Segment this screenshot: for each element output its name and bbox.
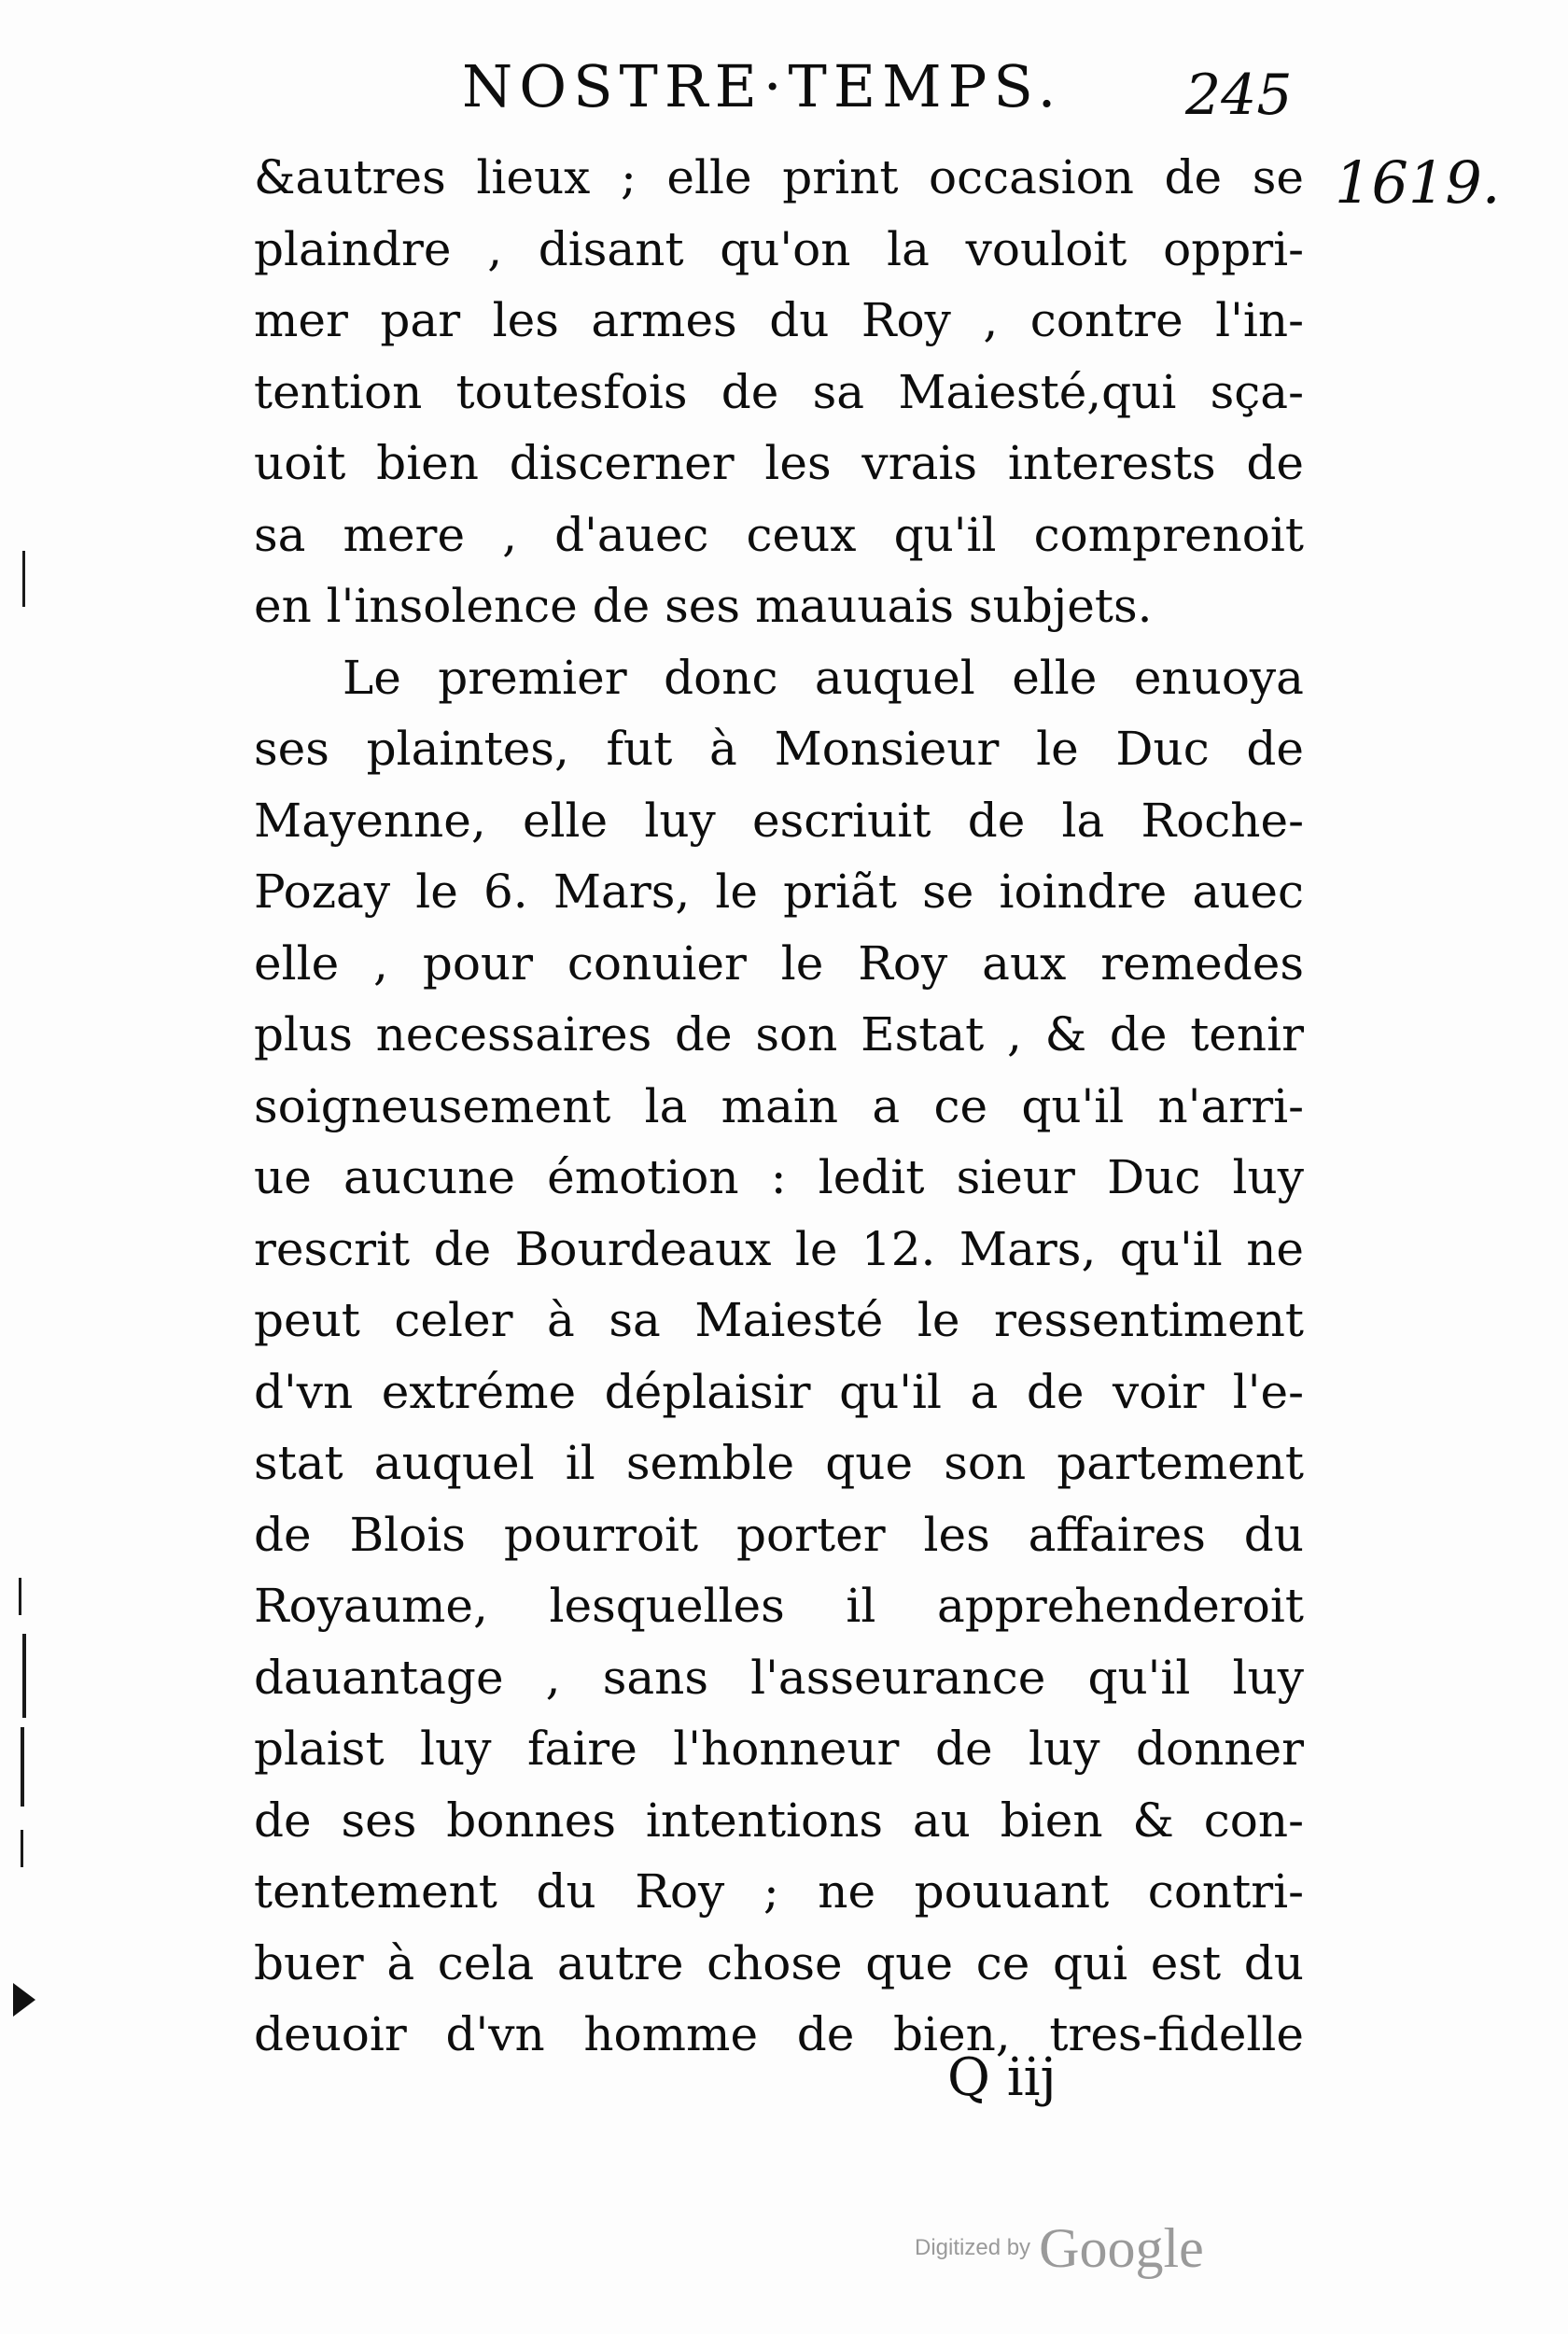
text-line: dauantage , sans l'asseurance qu'il luy bbox=[254, 1650, 1304, 1705]
page-number: 245 bbox=[1185, 63, 1293, 128]
margin-mark bbox=[22, 1634, 26, 1718]
margin-mark bbox=[19, 1578, 21, 1615]
text-line: peut celer à sa Maiesté le ressentiment bbox=[254, 1293, 1304, 1347]
text-line: plaist luy faire l'honneur de luy donner bbox=[254, 1722, 1304, 1776]
margin-year-note: 1619. bbox=[1335, 148, 1501, 217]
text-line: tention toutesfois de sa Maiesté,qui sça- bbox=[254, 364, 1304, 419]
text-line: elle , pour conuier le Roy aux remedes bbox=[254, 935, 1304, 991]
text-line: soigneusement la main a ce qu'il n'arri- bbox=[254, 1078, 1304, 1133]
text-line: de Blois pourroit porter les affaires du bbox=[254, 1507, 1304, 1562]
text-line: &autres lieux ; elle print occasion de se bbox=[254, 150, 1304, 204]
text-line: sa mere , d'auec ceux qu'il comprenoit bbox=[254, 507, 1304, 562]
text-line: stat auquel il semble que son partement bbox=[254, 1436, 1304, 1490]
text-line: Pozay le 6. Mars, le priãt se ioindre auec bbox=[254, 865, 1304, 919]
running-title: NOSTRE·TEMPS. bbox=[462, 52, 1063, 120]
margin-pointer-icon bbox=[13, 1983, 35, 2017]
text-line: de ses bonnes intentions au bien & con- bbox=[254, 1793, 1304, 1848]
text-line: deuoir d'vn homme de bien, tres-fidelle bbox=[254, 2007, 1304, 2061]
text-line: en l'insolence de ses mauuais subjets. bbox=[254, 579, 1153, 633]
text-line: tentement du Roy ; ne pouuant contri- bbox=[254, 1864, 1304, 1919]
text-line: rescrit de Bourdeaux le 12. Mars, qu'il ne bbox=[254, 1221, 1304, 1276]
text-line: plaindre , disant qu'on la vouloit oppri- bbox=[254, 221, 1304, 276]
text-line: mer par les armes du Roy , contre l'in- bbox=[254, 293, 1304, 347]
text-line: ses plaintes, fut à Monsieur le Duc de bbox=[254, 722, 1304, 776]
text-line: plus necessaires de son Estat , & de tenir bbox=[254, 1007, 1304, 1062]
signature-mark: Q iij bbox=[947, 2047, 1057, 2108]
paragraph-start-line: Le premier donc auquel elle enuoya bbox=[343, 650, 1304, 705]
google-wordmark: Google bbox=[1039, 2217, 1204, 2279]
text-line: buer à cela autre chose que ce qui est du bbox=[254, 1935, 1304, 1990]
text-line: uoit bien discerner les vrais interests de bbox=[254, 436, 1304, 490]
text-line: d'vn extréme déplaisir qu'il a de voir l'e- bbox=[254, 1364, 1304, 1419]
margin-mark bbox=[21, 1727, 24, 1807]
digitized-watermark bbox=[915, 2217, 1204, 2279]
text-line: ue aucune émotion : ledit sieur Duc luy bbox=[254, 1150, 1304, 1204]
digitized-prefix: Digitized by bbox=[915, 2235, 1031, 2260]
margin-mark bbox=[21, 1830, 23, 1867]
margin-mark bbox=[22, 551, 25, 607]
body-text bbox=[254, 142, 1304, 2071]
text-line: Royaume, lesquelles il apprehenderoit bbox=[254, 1579, 1304, 1633]
text-line: Mayenne, elle luy escriuit de la Roche- bbox=[254, 793, 1304, 848]
